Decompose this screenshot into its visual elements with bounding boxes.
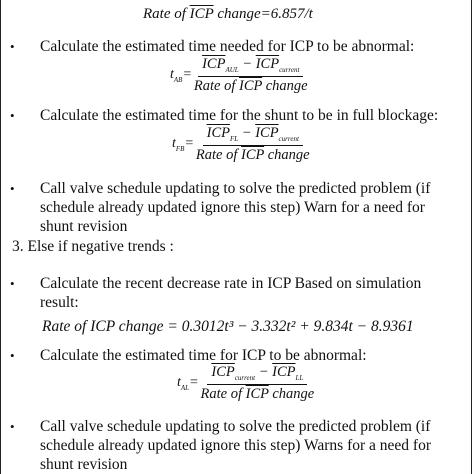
bullet-text-valve-schedule-final: Call valve schedule updating to solve the predicted problem (if [40, 418, 431, 435]
polynomial-equation [42, 318, 414, 336]
bullet-text-valve-schedule-final: schedule already updated ignore this step) Warns for a need for [40, 437, 431, 454]
fraction-denominator: Rate of $\overline{ICP}$ change [195, 146, 310, 163]
bullet-text-valve-schedule-final: shunt revision [40, 456, 128, 473]
fraction-numerator: $\overline{ICP}_{FL} - \overline{ICP}_{current}$ [203, 125, 303, 146]
polynomial-lhs: Rate of ICP change [42, 318, 164, 335]
bullet-marker: • [10, 181, 15, 196]
bullet-marker: • [10, 276, 15, 291]
bullet-marker: • [10, 39, 15, 54]
equation-lhs: $t_{AB}=$ [170, 67, 192, 84]
fraction [201, 364, 315, 403]
bullet-text-valve-schedule: Call valve schedule updating to solve the predicted problem (if [40, 180, 431, 197]
bullet-text-valve-schedule: schedule already updated ignore this step) Warn for a need for [40, 199, 425, 216]
bullet-text-abnormal-time-negative: Calculate the estimated time for ICP to be abnormal: [40, 347, 367, 364]
bullet-text-blockage-time: Calculate the estimated time for the shunt to be in full blockage: [40, 107, 439, 124]
section-heading-negative-trends: 3. Else if negative trends : [12, 238, 174, 255]
fraction-denominator: Rate of $\overline{ICP}$ change [193, 77, 308, 94]
equation-lhs: $t_{AL}=$ [177, 375, 199, 392]
fraction-numerator: $\overline{ICP}_{current} - \overline{ICP}_{LL}$ [207, 364, 307, 385]
equation-t-ab [170, 56, 308, 95]
bullet-text-decrease-rate: result: [40, 294, 79, 311]
equation-lhs: $t_{FB}=$ [172, 136, 194, 153]
equation-t-al [177, 364, 314, 403]
rate-equation-icp: $\overline{ICP}$ [189, 6, 214, 22]
bullet-text-valve-schedule: shunt revision [40, 218, 128, 235]
rate-equation-lhs: Rate of [143, 6, 190, 22]
rate-equation-rhs: change=6.857/t [213, 6, 313, 22]
fraction [194, 56, 308, 95]
bullet-text-abnormal-time: Calculate the estimated time needed for ICP to be abnormal: [40, 38, 415, 55]
equation-t-fb [172, 125, 310, 164]
bullet-marker: • [10, 108, 15, 123]
bullet-text-decrease-rate: Calculate the recent decrease rate in ICP Based on simulation [40, 275, 422, 292]
fraction-numerator: $\overline{ICP}_{AUL} - \overline{ICP}_{current}$ [198, 56, 303, 77]
polynomial-rhs: = 0.3012t³ − 3.332t² + 9.834t − 8.9361 [163, 318, 414, 335]
rate-equation [143, 6, 313, 23]
bullet-marker: • [10, 348, 15, 363]
fraction-denominator: Rate of $\overline{ICP}$ change [200, 385, 315, 402]
bullet-marker: • [10, 419, 15, 434]
fraction [196, 125, 310, 164]
